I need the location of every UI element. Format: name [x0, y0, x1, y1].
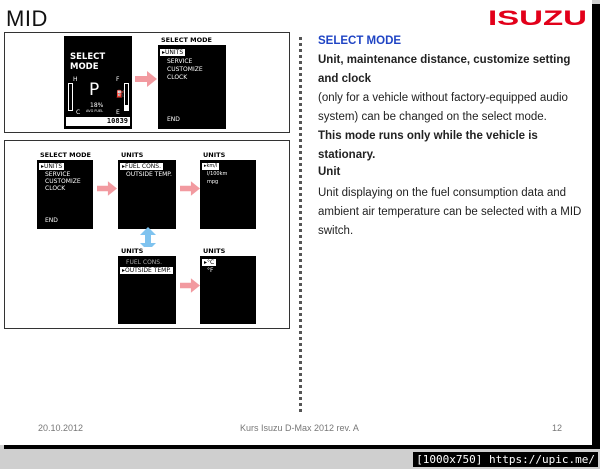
option-l-100km: l/100km: [207, 171, 228, 177]
panel-select-mode: [4, 32, 290, 133]
slide-shadow-right: [592, 4, 600, 449]
footer-date: 20.10.2012: [38, 423, 84, 433]
footer-page-number: 12: [552, 423, 563, 433]
mid-display-main: [64, 36, 132, 129]
gear-indicator: P: [89, 80, 100, 100]
footer-course: Kurs Isuzu D-Max 2012 rev. A: [240, 423, 359, 433]
odometer-value: 10839: [106, 117, 128, 125]
screen-header: UNITS: [200, 247, 256, 256]
arrow-right-icon: [135, 71, 157, 92]
avg-fuel-label: AVG FUEL: [86, 109, 104, 113]
menu-item-clock: CLOCK: [45, 185, 66, 192]
mid-display-fuel-units: [200, 151, 256, 229]
menu-item-outside-temp: OUTSIDE TEMP.: [126, 171, 172, 178]
unit-heading: Unit: [318, 166, 341, 178]
screen-header: SELECT MODE: [37, 151, 93, 160]
fuel-pump-icon: ⛽: [116, 91, 125, 98]
temp-h-label: H: [73, 76, 78, 83]
unit-description: [318, 163, 590, 241]
arrow-right-icon: [97, 181, 117, 201]
arrow-right-icon: [180, 181, 200, 201]
menu-item-units: ▸UNITS: [41, 163, 63, 170]
select-mode-description: [318, 32, 590, 165]
mid-display-units-temp: [118, 247, 176, 324]
fuel-e-label: E: [116, 109, 120, 116]
arrow-right-icon: [180, 278, 200, 298]
mid-display-units-fuel: [118, 151, 176, 229]
screen-header: UNITS: [118, 151, 176, 160]
menu-item-customize: CUSTOMIZE: [45, 178, 81, 185]
menu-item-end: END: [45, 217, 58, 224]
option-fahrenheit: °F: [207, 267, 214, 274]
mid-display-select-mode-2: [37, 151, 93, 229]
svg-text:ISUZU: ISUZU: [488, 8, 587, 28]
mid-display-temp-units: [200, 247, 256, 324]
menu-item-fuel-cons: FUEL CONS.: [126, 259, 162, 266]
menu-item-end: END: [167, 116, 180, 123]
screen-header: UNITS: [118, 247, 176, 256]
temp-f-label: F: [116, 76, 120, 83]
panel-units: [4, 140, 290, 329]
select-mode-paragraph: (only for a vehicle without factory-equipped audio system) can be changed on the select mode.: [318, 92, 568, 123]
slide-shadow-bottom: [4, 445, 600, 449]
isuzu-logo: [488, 8, 588, 33]
menu-item-outside-temp: ▸OUTSIDE TEMP.: [122, 267, 171, 274]
stationary-note: This mode runs only while the vehicle is stationary.: [318, 130, 538, 161]
option-celsius: ▸°C: [204, 259, 215, 266]
menu-item-customize: CUSTOMIZE: [167, 66, 203, 73]
option-mpg: mpg: [207, 179, 219, 185]
select-mode-bold-line: Unit, maintenance distance, customize setting and clock: [318, 54, 571, 85]
menu-item-service: SERVICE: [45, 171, 71, 178]
select-mode-label: SELECT MODE: [70, 52, 106, 72]
menu-item-fuel-cons: ▸FUEL CONS.: [122, 163, 162, 170]
menu-item-service: SERVICE: [167, 58, 193, 65]
select-mode-heading: SELECT MODE: [318, 35, 402, 47]
mid-display-select-mode: [158, 36, 226, 129]
column-divider: [299, 37, 302, 412]
temp-bar: [68, 83, 73, 111]
option-km-l: ▸km/l: [204, 163, 218, 169]
fuel-c-label: C: [76, 109, 81, 116]
odometer-strip: [66, 117, 130, 126]
slide-title: MID: [6, 6, 48, 31]
menu-item-units: ▸UNITS: [162, 49, 184, 56]
screen-header: SELECT MODE: [158, 36, 226, 45]
image-host-caption: [1000x750] https://upic.me/: [413, 452, 598, 467]
fuel-percent: 18%: [90, 102, 104, 109]
unit-paragraph: Unit displaying on the fuel consumption data and ambient air temperature can be selected with a MID switch.: [318, 187, 582, 237]
menu-item-clock: CLOCK: [167, 74, 188, 81]
screen-header: UNITS: [200, 151, 256, 160]
